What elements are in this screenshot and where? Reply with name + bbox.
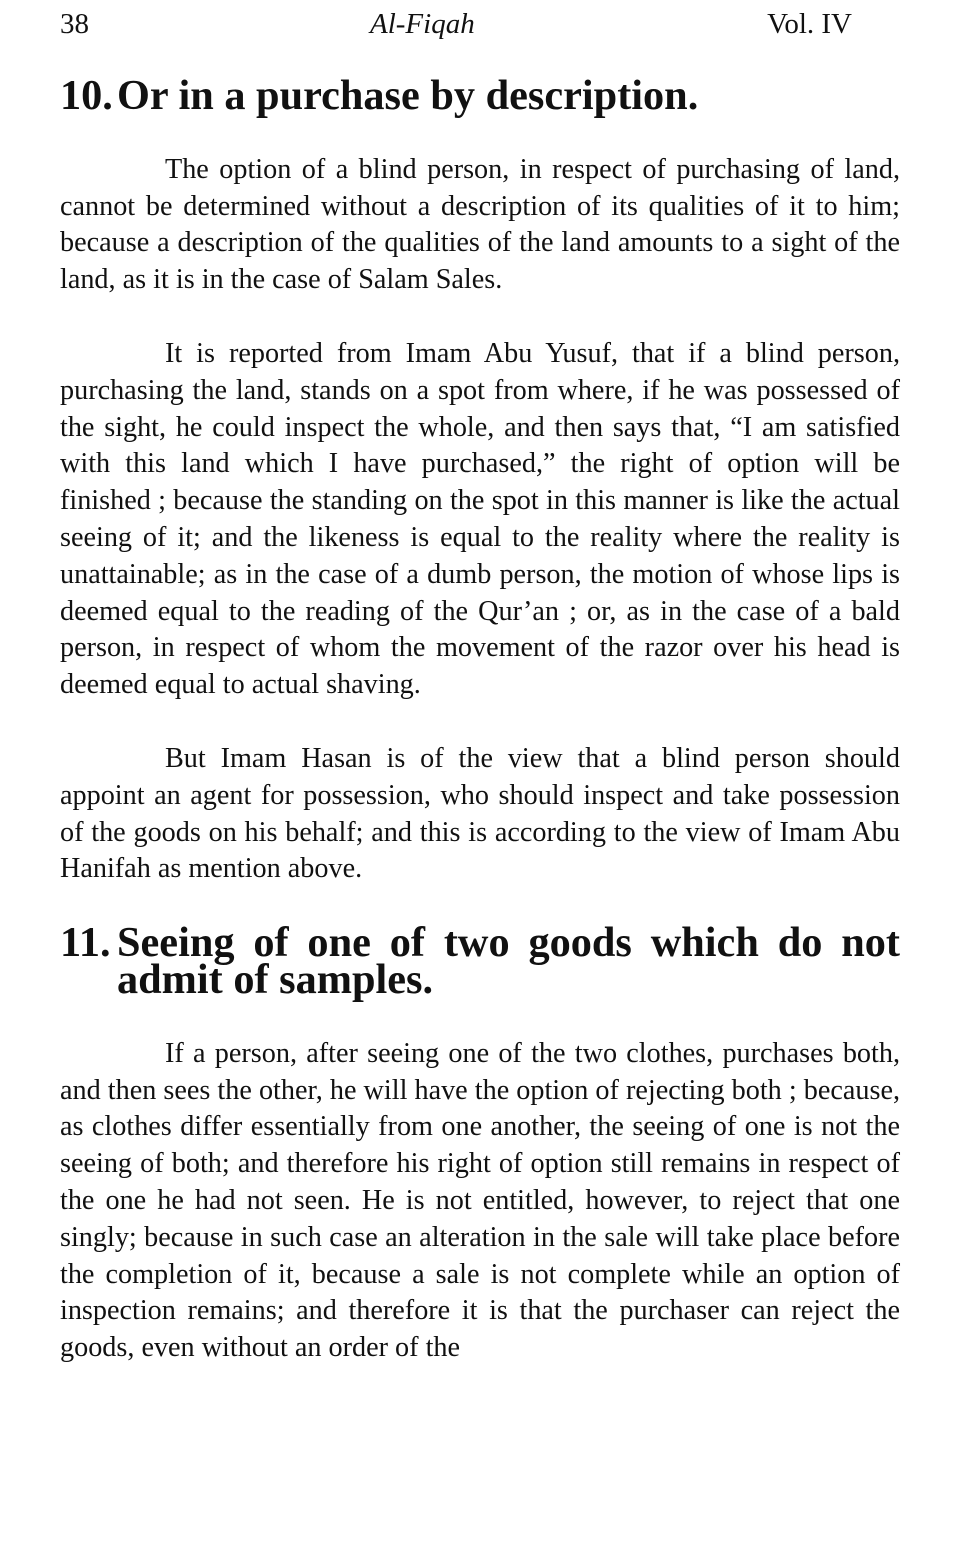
running-header: [60, 4, 852, 44]
book-title: Al-Fiqah: [370, 8, 475, 40]
paragraph: But Imam Hasan is of the view that a blind person should appoint an agent for possession, who should inspect and take possession of the goods on his behalf; and this is according to the view of Imam Abu Hanifah as mention above.: [60, 742, 900, 885]
section-number: 11.: [60, 919, 111, 967]
page-number: 38: [60, 8, 89, 40]
volume-label: Vol. IV: [767, 8, 852, 40]
paragraph: It is reported from Imam Abu Yusuf, that if a blind person, purchasing the land, stands on a spot from where, if he was possessed of the sight, he could inspect the whole, and then says that, “I am satisfied with this land which I have purchased,” the right of option will be finished ; because the standing on the spot in this manner is like the actual seeing of it; and the likeness is equal to the reality where the reality is unattainable; as in the case of a dumb person, the motion of whose lips is deemed equal to the reading of the Qur’an ; or, as in the case of a bald person, in respect of whom the movement of the razor over his head is deemed equal to actual shaving.: [60, 337, 900, 701]
section-title: Seeing of one of two goods which do not admit of samples.: [117, 919, 900, 1003]
section-title: Or in a purchase by description.: [117, 72, 699, 119]
body-text: [60, 72, 900, 1367]
section-number: 10.: [60, 72, 113, 119]
section-heading: [60, 72, 900, 119]
section-heading: [60, 919, 900, 1003]
paragraph: If a person, after seeing one of the two clothes, purchases both, and then sees the other, he will have the option of rejecting both ; because, as clothes differ essentially from one another, the seeing of one is not the seeing of both; and therefore his right of option still remains in respect of the one he had not seen. He is not entitled, however, to reject that one singly; because in such case an alteration in the sale will take place before the completion of it, because a sale is not complete while an option of inspection remains; and therefore it is that the purchaser can reject the goods, even without an order of the: [60, 1037, 900, 1364]
paragraph: The option of a blind person, in respect of purchasing of land, cannot be determined without a description of its qualities of it to him; because a description of the qualities of the land amounts to a sight of the land, as it is in the case of Salam Sales.: [60, 153, 900, 296]
